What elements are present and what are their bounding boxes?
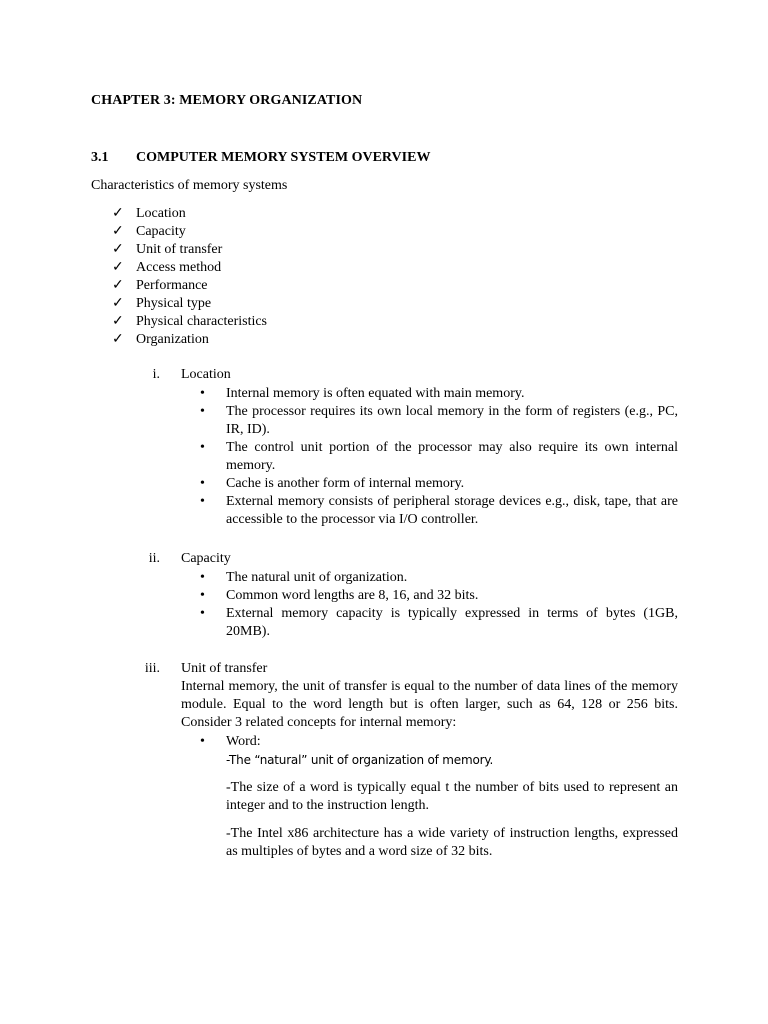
bullet-icon: •: [200, 606, 205, 621]
list-item-text: Internal memory is often equated with main memory.: [226, 386, 525, 401]
list-item-label: Capacity: [136, 224, 186, 239]
transfer-bullets: [200, 733, 678, 751]
characteristics-list: [112, 205, 267, 349]
section-number: 3.1: [91, 150, 109, 165]
checkmark-icon: ✓: [112, 242, 124, 257]
word-definition: -The “natural” unit of organization of memory.: [226, 753, 494, 767]
subsection-numeral: ii.: [148, 551, 160, 566]
list-item: [112, 223, 267, 241]
list-item-text: The control unit portion of the processor may also require its own internal memory.: [226, 440, 678, 473]
list-item-text: The processor requires its own local memory in the form of registers (e.g., PC, IR, ID).: [226, 404, 678, 437]
subsection-title: Capacity: [181, 551, 231, 566]
subsection-title: Unit of transfer: [181, 661, 268, 676]
list-item-text: The natural unit of organization.: [226, 570, 408, 585]
bullet-icon: •: [200, 734, 205, 749]
subsection-numeral: iii.: [144, 661, 160, 676]
list-item: [112, 313, 267, 331]
list-item: [112, 241, 267, 259]
checkmark-icon: ✓: [112, 206, 124, 221]
list-item: [112, 295, 267, 313]
transfer-paragraph: Internal memory, the unit of transfer is equal to the number of data lines of the memory module. Equal to the word length but is often larger, such as 64, 128 or 256 bits. Consider 3 related concepts for internal memory:: [181, 679, 678, 730]
list-item: [112, 205, 267, 223]
list-item: [200, 733, 678, 751]
list-item-text: External memory consists of peripheral storage devices e.g., disk, tape, that are accessible to the processor via I/O controller.: [226, 494, 678, 527]
list-item: [200, 587, 678, 605]
list-item-label: Access method: [136, 260, 222, 275]
intro-text: Characteristics of memory systems: [91, 178, 288, 193]
list-item-text: Cache is another form of internal memory.: [226, 476, 465, 491]
list-item-label: Physical type: [136, 296, 212, 311]
checkmark-icon: ✓: [112, 314, 124, 329]
bullet-icon: •: [200, 386, 205, 401]
subsection-numeral: i.: [152, 367, 160, 382]
bullet-icon: •: [200, 404, 205, 419]
list-item-label: Performance: [136, 278, 208, 293]
bullet-icon: •: [200, 588, 205, 603]
section-title: COMPUTER MEMORY SYSTEM OVERVIEW: [136, 150, 431, 165]
list-item-label: Organization: [136, 332, 209, 347]
subsection-title: Location: [181, 367, 231, 382]
chapter-title: CHAPTER 3: MEMORY ORGANIZATION: [91, 93, 363, 108]
checkmark-icon: ✓: [112, 224, 124, 239]
list-item-text: Common word lengths are 8, 16, and 32 bits.: [226, 588, 479, 603]
list-item-label: Physical characteristics: [136, 314, 268, 329]
list-item: [200, 493, 678, 529]
list-item-label: Location: [136, 206, 186, 221]
list-item-label: Unit of transfer: [136, 242, 223, 257]
checkmark-icon: ✓: [112, 278, 124, 293]
checkmark-icon: ✓: [112, 296, 124, 311]
bullet-icon: •: [200, 440, 205, 455]
list-item: [200, 569, 678, 587]
bullet-icon: •: [200, 476, 205, 491]
list-item: [200, 385, 678, 403]
list-item: [200, 439, 678, 475]
checkmark-icon: ✓: [112, 332, 124, 347]
checkmark-icon: ✓: [112, 260, 124, 275]
capacity-bullets: [200, 569, 678, 641]
x86-note: -The Intel x86 architecture has a wide variety of instruction lengths, expressed as multiples of bytes and a word size of 32 bits.: [226, 826, 678, 859]
list-item: [112, 331, 267, 349]
list-item: [112, 277, 267, 295]
list-item: [200, 403, 678, 439]
word-size-note: -The size of a word is typically equal t the number of bits used to represent an integer and to the instruction length.: [226, 780, 678, 813]
word-label: Word:: [226, 734, 261, 749]
bullet-icon: •: [200, 494, 205, 509]
list-item-text: External memory capacity is typically expressed in terms of bytes (1GB, 20MB).: [226, 606, 678, 639]
location-bullets: [200, 385, 678, 529]
bullet-icon: •: [200, 570, 205, 585]
list-item: [200, 605, 678, 641]
list-item: [112, 259, 267, 277]
section-heading: [91, 150, 430, 166]
list-item: [200, 475, 678, 493]
